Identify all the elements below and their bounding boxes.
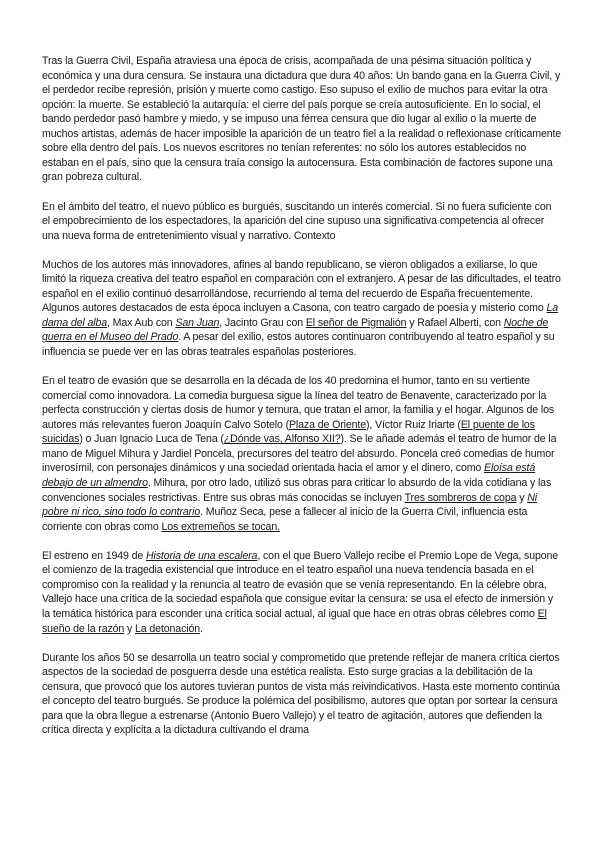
text-run: En el teatro de evasión que se desarrolla en la década de los 40 predomina el humor, tanto en su vertiente comercial como innovadora. La comedia burguesa sigue la línea del teatro de Benavente, caracterizado por la perfecta construcción y ciertas dosis de humor y ternura, que tratan el amor, la familia y el hogar. Algunos de los autores más relevantes fueron Joaquín Calvo Sotelo ( bbox=[42, 375, 555, 431]
text-run: ) o Juan Ignacio Luca de Tena ( bbox=[79, 433, 224, 446]
text-run: , Jacinto Grau con bbox=[219, 316, 306, 329]
work-title-link[interactable]: ¿Dónde vas, Alfonso XII? bbox=[223, 433, 341, 446]
work-title-link[interactable]: El sueño de la razón bbox=[42, 607, 547, 635]
text-run: . bbox=[200, 622, 203, 635]
work-title-link[interactable]: Eloísa está debajo de un almendro bbox=[42, 462, 536, 489]
text-run: Muchos de los autores más innovadores, afines al bando republicano, se vieron obligados a exiliarse, lo que limitó la riqueza creativa del teatro español en comparación con el extranjero. A pesar de las dificultades, el teatro español en el exilio continuó desarrollándose, recurriendo al tema del recuerdo de España frecuentemente. Algunos autores destacados de esta época incluyen a Casona, con teatro cargado de poesía y misterio como bbox=[42, 258, 561, 315]
work-title-link[interactable]: Plaza de Oriente bbox=[288, 418, 366, 431]
text-run: , con el que Buero Vallejo recibe el Premio Lope de Vega, supone el comienzo de la tragedia existencial que introduce en el teatro español una nueva tendencia basada en el compromiso con la realidad y la renuncia al teatro de evasión que se venía representando. En la célebre obra, Vallejo hace una crítica de la sociedad española que consigue evitar la censura: se usa el efecto de inmersión y la temática histórica para esconder una crítica social actual, al igual que hace en otras obras célebres como bbox=[42, 549, 559, 620]
text-run: ). Se le añade además el teatro de humor de la mano de Miguel Mihura y Jardiel Poncela, precursores del teatro del absurdo. Poncela creó comedias de humor inverosímil, con personajes dinámicos y una sociedad orientada hacia el amor y el dinero, como bbox=[42, 433, 557, 475]
work-title-link[interactable]: Los extremeños se tocan. bbox=[161, 520, 280, 533]
text-run: . Mihura, por otro lado, utilizó sus obras para criticar lo absurdo de la vida cotidiana y las convenciones sociales restrictivas. Entre sus obras más conocidas se incluyen bbox=[42, 477, 552, 504]
text-run: y bbox=[516, 491, 528, 504]
paragraph-social-theatre bbox=[42, 651, 562, 738]
paragraph-postwar-context bbox=[42, 54, 562, 185]
work-title-link[interactable]: Historia de una escalera bbox=[145, 549, 258, 562]
text-run: . Muñoz Seca, pese a fallecer al inicio de la Guerra Civil, influencia esta corriente con obras como bbox=[42, 506, 528, 533]
work-title-link[interactable]: La detonación bbox=[135, 622, 201, 635]
work-title-link[interactable]: Tres sombreros de copa bbox=[404, 491, 517, 504]
paragraph-exile-authors bbox=[42, 258, 562, 360]
text-run: Tras la Guerra Civil, España atraviesa una época de crisis, acompañada de una pésima situación política y económica y una dura censura. Se instaura una dictadura que dura 40 años: Un bando gana en la Guerra Civil, y el perdedor recibe represión, prisión y muerte como castigo. Eso supuso el exilio de muchos para evitar la otra opción: la muerte. Se estableció la autarquía: el cierre del país porque se creía autosuficiente. En lo social, el bando perdedor pasó hambre y miedo, y se impuso una férrea censura que dio lugar al exilio o la muerte de muchos artistas, además de hacer imposible la aparición de un teatro fiel a la realidad o reflexionase críticamente sobre ella dentro del país. Los nuevos escritores no tenían referentes: no sólo los autores establecidos no estaban en el país, sino que la censura traía consigo la autocensura. Esta combinación de factores supone una gran pobreza cultural. bbox=[42, 55, 562, 184]
work-title-link[interactable]: El puente de los suicidas bbox=[42, 418, 535, 446]
text-run: ), Víctor Ruiz Iriarte ( bbox=[365, 418, 461, 431]
work-title-link[interactable]: San Juan bbox=[175, 316, 220, 329]
text-run: El estreno en 1949 de bbox=[42, 549, 146, 562]
paragraph-buero-vallejo bbox=[42, 549, 562, 636]
text-run: . A pesar del exilio, estos autores continuaron contribuyendo al teatro español y su influencia se puede ver en las obras teatrales españolas posteriores. bbox=[42, 331, 555, 359]
work-title-link[interactable]: Noche de guerra en el Museo del Prado bbox=[42, 316, 549, 344]
work-title-link[interactable]: La dama del alba bbox=[42, 302, 559, 329]
paragraph-evasion-theatre bbox=[42, 374, 562, 534]
text-run: En el ámbito del teatro, el nuevo público es burgués, suscitando un interés comercial. Si no fuera suficiente con el empobrecimiento de los espectadores, la aparición del cine supuso una significativa competencia al ofrecer una nueva forma de entretenimiento visual y narrativo. Contexto bbox=[42, 200, 552, 242]
document-page bbox=[42, 54, 562, 753]
text-run: y bbox=[124, 622, 136, 635]
work-title-link[interactable]: El señor de Pigmalión bbox=[305, 316, 407, 329]
text-run: y Rafael Alberti, con bbox=[406, 316, 504, 329]
text-run: , Max Aub con bbox=[107, 316, 176, 329]
text-run: Durante los años 50 se desarrolla un teatro social y comprometido que pretende reflejar de manera crítica ciertos aspectos de la sociedad de posguerra desde una estética realista. Esto surge gracias a la debilitación de la censura, que provocó que los autores tuvieran puntos de vista más reivindicativos. Hasta este momento continúa el concepto del teatro burgués. Se produce la polémica del posibilismo, autores que optan por sortear la censura para que la obra llegue a estrenarse (Antonio Buero Vallejo) y el teatro de agitación, autores que defienden la crítica directa y explícita a la dictadura cultivando el drama bbox=[42, 651, 560, 737]
paragraph-theatre-audience bbox=[42, 200, 562, 244]
work-title-link[interactable]: Ni pobre ni rico, sino todo lo contrario bbox=[42, 491, 537, 519]
